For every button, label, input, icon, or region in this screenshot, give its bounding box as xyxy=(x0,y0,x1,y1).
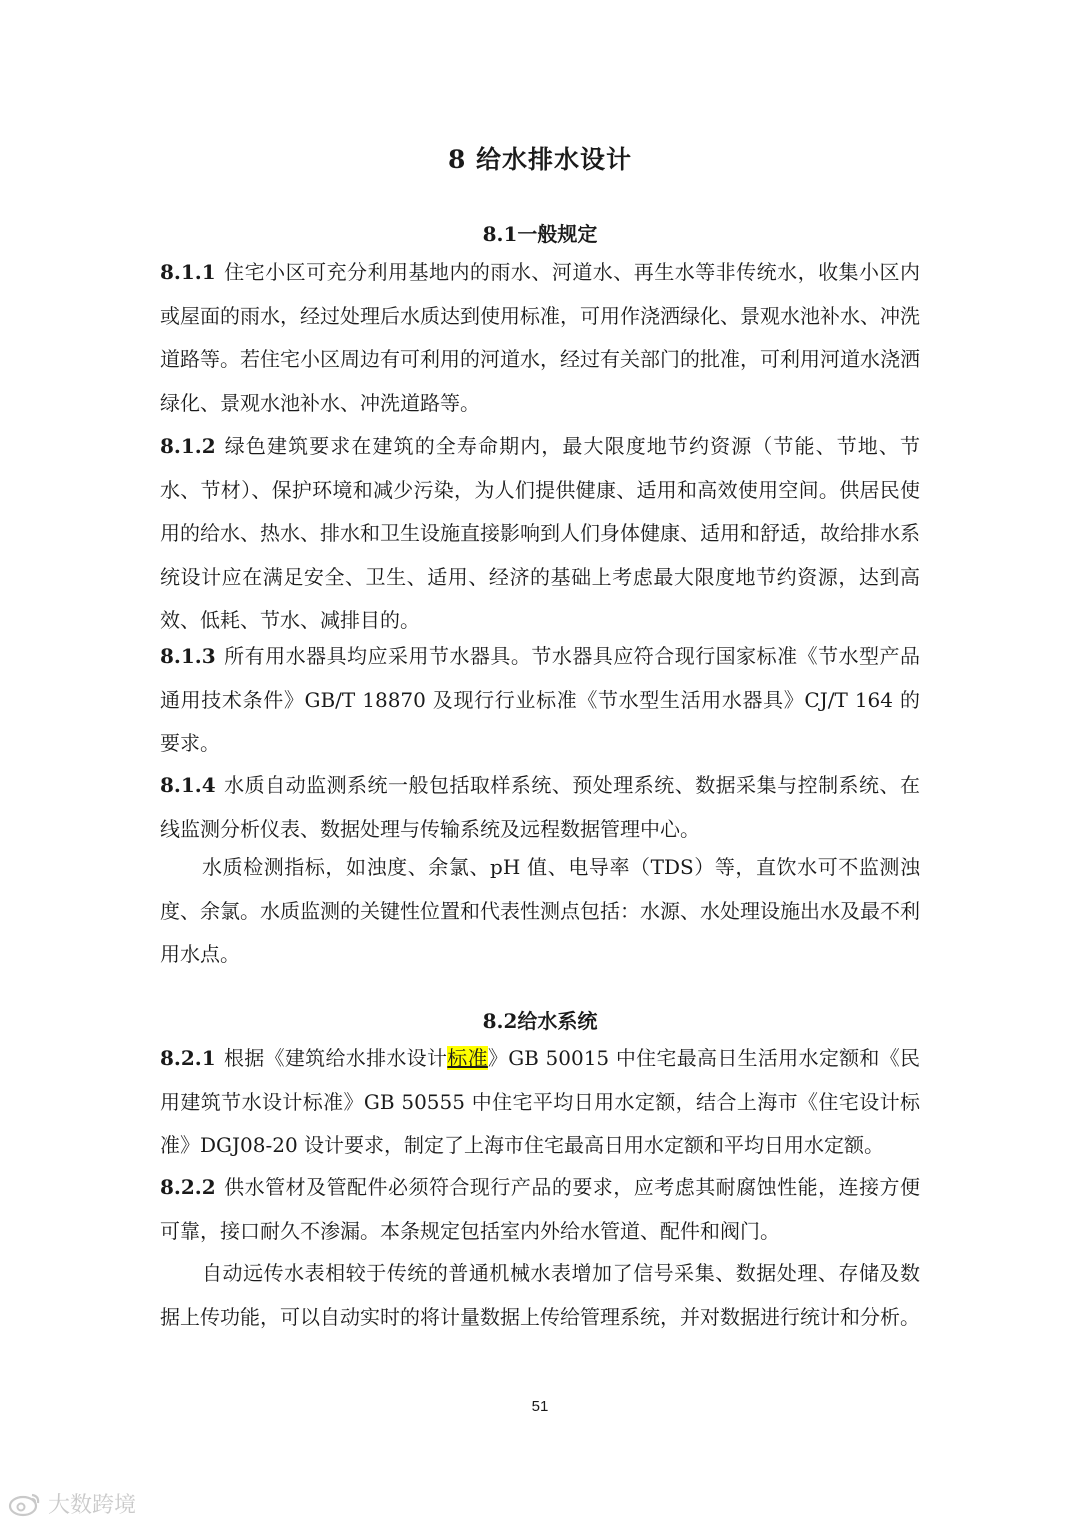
clause-text: 住宅小区可充分利用基地内的雨水、河道水、再生水等非传统水，收集小区内或屋面的雨水，经过处理后水质达到使用标准，可用作浇洒绿化、景观水池补水、冲洗道路等。若住宅小区周边有可利用的河道水，经过有关部门的批准，可利用河道水浇洒绿化、景观水池补水、冲洗道路等。 xyxy=(160,260,920,415)
clause-8-1-4 xyxy=(160,764,920,851)
clause-text-before: 根据《建筑给水排水设计 xyxy=(223,1046,448,1070)
paragraph-water-quality: 水质检测指标，如浊度、余氯、pH 值、电导率（TDS）等，直饮水可不监测浊度、余氯。水质监测的关键性位置和代表性测点包括：水源、水处理设施出水及最不利用水点。 xyxy=(160,855,920,966)
section-title-8-2: 8.2给水系统 xyxy=(482,1009,598,1033)
clause-text: 水质自动监测系统一般包括取样系统、预处理系统、数据采集与控制系统、在线监测分析仪表、数据处理与传输系统及远程数据管理中心。 xyxy=(160,773,920,841)
clause-number: 8.1.4 xyxy=(160,773,216,797)
clause-number: 8.1.3 xyxy=(160,644,216,668)
clause-number: 8.1.1 xyxy=(160,260,216,284)
chapter-title: 8 给水排水设计 xyxy=(447,145,633,174)
weibo-logo-icon xyxy=(8,1491,42,1517)
clause-text: 供水管材及管配件必须符合现行产品的要求，应考虑其耐腐蚀性能，连接方便可靠，接口耐久不渗漏。本条规定包括室内外给水管道、配件和阀门。 xyxy=(160,1175,920,1243)
highlighted-text: 标准 xyxy=(447,1046,488,1070)
clause-text: 所有用水器具均应采用节水器具。节水器具应符合现行国家标准《节水型产品通用技术条件》GB/T 18870 及现行行业标准《节水型生活用水器具》CJ/T 164 的要求。 xyxy=(160,644,920,755)
page-number: 51 xyxy=(531,1398,549,1415)
watermark xyxy=(8,1488,136,1519)
clause-8-1-2 xyxy=(160,425,920,643)
watermark-text: 大数跨境 xyxy=(48,1493,137,1518)
clause-text-after: 》GB 50015 中住宅最高日生活用水定额和《民用建筑节水设计标准》GB 50555 中住宅平均日用水定额，结合上海市《住宅设计标准》DGJ08-20 设计要求，制定了上海市住宅最高日用水定额和平均日用水定额。 xyxy=(160,1046,921,1157)
clause-number: 8.2.2 xyxy=(160,1175,216,1199)
clause-number: 8.2.1 xyxy=(160,1046,216,1070)
paragraph-smart-meter: 自动远传水表相较于传统的普通机械水表增加了信号采集、数据处理、存储及数据上传功能，可以自动实时的将计量数据上传给管理系统，并对数据进行统计和分析。 xyxy=(160,1261,920,1329)
clause-8-2-1 xyxy=(160,1037,920,1168)
clause-8-1-3 xyxy=(160,635,920,766)
section-title-8-1: 8.1一般规定 xyxy=(482,222,598,246)
clause-8-1-1 xyxy=(160,251,920,425)
clause-number: 8.1.2 xyxy=(160,434,216,458)
clause-text: 绿色建筑要求在建筑的全寿命期内，最大限度地节约资源（节能、节地、节水、节材）、保护环境和减少污染，为人们提供健康、适用和高效使用空间。供居民使用的给水、热水、排水和卫生设施直接影响到人们身体健康、适用和舒适，故给排水系统设计应在满足安全、卫生、适用、经济的基础上考虑最大限度地节约资源，达到高效、低耗、节水、减排目的。 xyxy=(160,434,920,632)
clause-8-2-2 xyxy=(160,1166,920,1253)
